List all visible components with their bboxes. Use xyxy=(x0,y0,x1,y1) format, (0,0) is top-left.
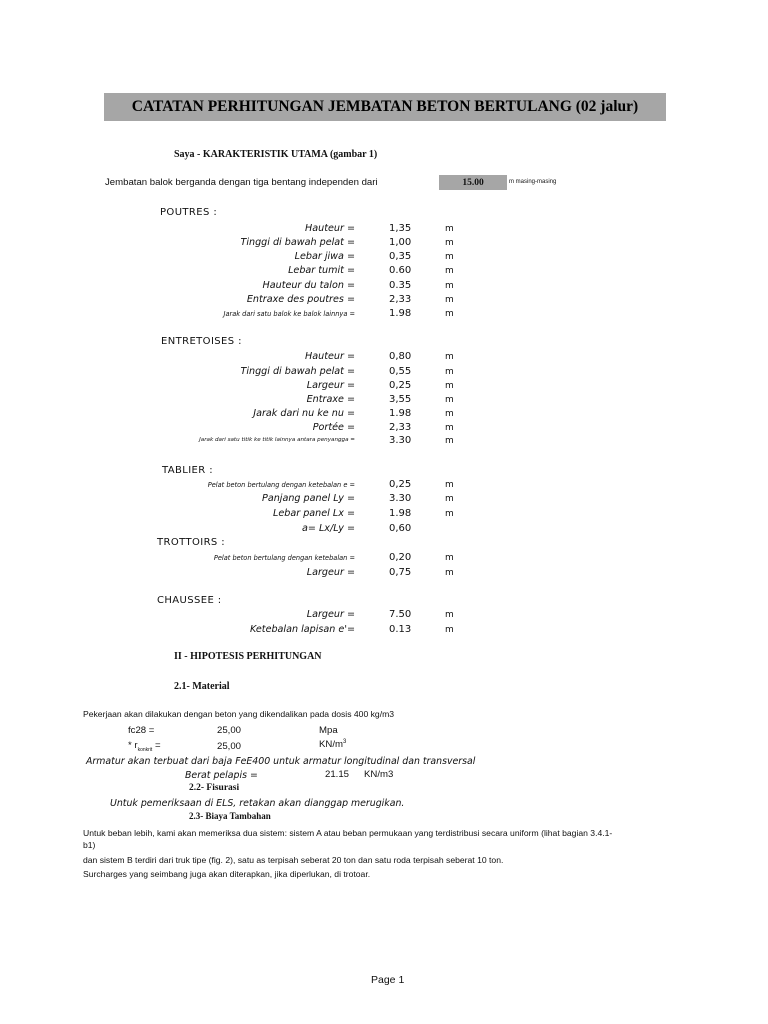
tablier-row-unit: m xyxy=(445,494,454,504)
chaussee-row-value: 0.13 xyxy=(389,624,412,635)
biaya-paragraph-2: dan sistem B terdiri dari truk tipe (fig. 2), satu as terpisah seberat 20 ton dan satu roda terpisah seberat 10 ton. xyxy=(83,855,504,865)
entretoises-row-unit: m xyxy=(445,423,454,433)
tablier-row-value: 3.30 xyxy=(389,493,412,504)
entretoises-row-unit: m xyxy=(445,367,454,377)
entretoises-row-unit: m xyxy=(445,352,454,362)
poutres-heading: POUTRES : xyxy=(160,207,218,218)
trottoirs-row-unit: m xyxy=(445,568,454,578)
span-unit: m masing-masing xyxy=(509,179,557,185)
entretoises-row-value: 2,33 xyxy=(389,422,412,433)
entretoises-row-unit: m xyxy=(445,381,454,391)
entretoises-row-label: Tinggi di bawah pelat = xyxy=(240,366,355,377)
tablier-row-value: 0,60 xyxy=(389,523,412,534)
entretoises-row-label: Jarak dari nu ke nu = xyxy=(253,408,355,419)
entretoises-row-unit: m xyxy=(445,409,454,419)
page-number: Page 1 xyxy=(371,974,405,986)
entretoises-row-value: 1.98 xyxy=(389,408,412,419)
tablier-row-label: Panjang panel Ly = xyxy=(262,493,355,504)
steel-text: Armatur akan terbuat dari baja FeE400 untuk armatur longitudinal dan transversal xyxy=(86,756,476,767)
entretoises-row-unit: m xyxy=(445,436,454,446)
poutres-row-label: Entraxe des poutres = xyxy=(246,294,355,305)
chaussee-row-label: Largeur = xyxy=(306,609,355,620)
trottoirs-row-label: Pelat beton bertulang dengan ketebalan = xyxy=(213,554,355,562)
title-bar xyxy=(104,93,666,121)
biaya-heading: 2.3- Biaya Tambahan xyxy=(189,811,271,821)
tablier-row-unit: m xyxy=(445,509,454,519)
section-1-heading: Saya - KARAKTERISTIK UTAMA (gambar 1) xyxy=(174,149,378,160)
trottoirs-row-value: 0,20 xyxy=(389,552,412,563)
gamma-label xyxy=(128,740,161,753)
entretoises-row-value: 3,55 xyxy=(389,394,412,405)
gamma-unit-base: KN/m xyxy=(319,739,343,751)
span-value-box xyxy=(439,175,507,190)
poutres-row-unit: m xyxy=(445,309,454,319)
tablier-row-label: a= Lx/Ly = xyxy=(302,523,355,534)
poutres-row-unit: m xyxy=(445,295,454,305)
coating-label: Berat pelapis = xyxy=(185,770,258,781)
biaya-paragraph-1-line-1: Untuk beban lebih, kami akan memeriksa dua sistem: sistem A atau beban permukaan yang terdistribusi secara uniform (lihat bagian 3.4.1- xyxy=(83,828,613,838)
section-2-heading: II - HIPOTESIS PERHITUNGAN xyxy=(174,651,322,662)
entretoises-row-label: Entraxe = xyxy=(306,394,355,405)
entretoises-row-value: 0,55 xyxy=(389,366,412,377)
chaussee-row-unit: m xyxy=(445,610,454,620)
tablier-row-label: Pelat beton bertulang dengan ketebalan e = xyxy=(207,481,355,489)
trottoirs-heading: TROTTOIRS : xyxy=(157,537,226,548)
gamma-value: 25,00 xyxy=(217,741,242,752)
page-title: CATATAN PERHITUNGAN JEMBATAN BETON BERTULANG (02 jalur) xyxy=(131,98,639,115)
coating-value: 21.15 xyxy=(325,769,350,780)
tablier-row-label: Lebar panel Lx = xyxy=(273,508,355,519)
span-value: 15.00 xyxy=(462,177,484,188)
gamma-prefix: * r xyxy=(128,740,138,751)
gamma-eq: = xyxy=(152,740,161,751)
poutres-row-value: 0.60 xyxy=(389,265,412,276)
entretoises-row-value: 0,80 xyxy=(389,351,412,362)
entretoises-row-label: Portée = xyxy=(312,422,355,433)
material-heading: 2.1- Material xyxy=(174,681,230,692)
gamma-unit-sup: 3 xyxy=(342,739,347,745)
chaussee-row-label: Ketebalan lapisan e'= xyxy=(249,624,355,635)
chaussee-heading: CHAUSSEE : xyxy=(157,595,222,606)
poutres-row-label: Tinggi di bawah pelat = xyxy=(240,237,355,248)
poutres-row-unit: m xyxy=(445,252,454,262)
poutres-row-unit: m xyxy=(445,266,454,276)
poutres-row-label: Jarak dari satu balok ke balok lainnya = xyxy=(223,310,355,318)
fc28-label: fc28 = xyxy=(128,725,155,736)
poutres-row-label: Lebar jiwa = xyxy=(294,251,355,262)
trottoirs-row-label: Largeur = xyxy=(306,567,355,578)
fc28-unit: Mpa xyxy=(319,725,338,736)
poutres-row-value: 1,35 xyxy=(389,223,412,234)
tablier-row-value: 0,25 xyxy=(389,479,412,490)
span-intro: Jembatan balok berganda dengan tiga bentang independen dari xyxy=(105,177,378,188)
trottoirs-row-value: 0,75 xyxy=(389,567,412,578)
tablier-heading: TABLIER : xyxy=(162,465,213,476)
poutres-row-value: 1,00 xyxy=(389,237,412,248)
poutres-row-label: Hauteur du talon = xyxy=(262,280,355,291)
poutres-row-value: 0.35 xyxy=(389,280,412,291)
trottoirs-row-unit: m xyxy=(445,553,454,563)
fisurasi-heading: 2.2- Fisurasi xyxy=(189,783,240,793)
entretoises-row-label: Largeur = xyxy=(306,380,355,391)
biaya-paragraph-3: Surcharges yang seimbang juga akan diterapkan, jika diperlukan, di trotoar. xyxy=(83,869,371,879)
poutres-row-unit: m xyxy=(445,238,454,248)
fisurasi-text: Untuk pemeriksaan di ELS, retakan akan dianggap merugikan. xyxy=(110,798,405,809)
poutres-row-value: 0,35 xyxy=(389,251,412,262)
gamma-sub: konkrit xyxy=(137,746,153,753)
gamma-unit xyxy=(319,739,346,750)
poutres-row-value: 2,33 xyxy=(389,294,412,305)
entretoises-row-value: 0,25 xyxy=(389,380,412,391)
entretoises-heading: ENTRETOISES : xyxy=(161,336,242,347)
entretoises-row-label: Hauteur = xyxy=(305,351,355,362)
coating-unit: KN/m3 xyxy=(364,769,394,780)
tablier-row-value: 1.98 xyxy=(389,508,412,519)
fc28-value: 25,00 xyxy=(217,725,242,736)
chaussee-row-value: 7.50 xyxy=(389,609,412,620)
entretoises-row-unit: m xyxy=(445,395,454,405)
biaya-paragraph-1-line-2: b1) xyxy=(83,840,96,850)
poutres-row-unit: m xyxy=(445,281,454,291)
poutres-row-value: 1.98 xyxy=(389,308,412,319)
tablier-row-unit: m xyxy=(445,480,454,490)
chaussee-row-unit: m xyxy=(445,625,454,635)
poutres-row-unit: m xyxy=(445,224,454,234)
entretoises-row-value: 3.30 xyxy=(389,435,412,446)
material-text: Pekerjaan akan dilakukan dengan beton yang dikendalikan pada dosis 400 kg/m3 xyxy=(83,709,395,719)
entretoises-row-label: Jarak dari satu titik ke titik lainnya antara penyangga = xyxy=(199,437,355,443)
poutres-row-label: Hauteur = xyxy=(305,223,355,234)
poutres-row-label: Lebar tumit = xyxy=(288,265,355,276)
